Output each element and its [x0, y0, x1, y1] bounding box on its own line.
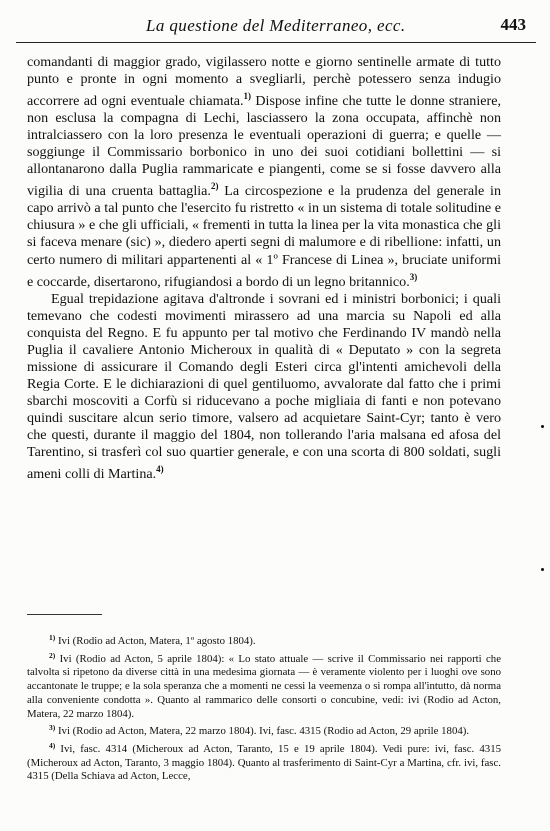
- footnote-number: 1): [49, 633, 56, 642]
- header-rule: [16, 42, 536, 43]
- footnote-number: 3): [49, 723, 56, 733]
- margin-mark: [541, 425, 544, 428]
- paragraph-text: comandanti di maggior grado, vigilassero notte e giorno sentinelle armate di tutto punto e pronte in ogni momento a svegliarli, perchè potessero senza indugio accorrere ad ogni eventuale chiamata.: [27, 54, 501, 110]
- running-title: La questione del Mediterraneo, ecc.: [146, 16, 406, 35]
- footnote: [27, 739, 501, 784]
- footnotes: [27, 631, 501, 784]
- footnote: [27, 721, 501, 739]
- page-number: 443: [500, 15, 526, 34]
- footnote-ref: 3): [409, 271, 418, 282]
- main-text: [27, 54, 501, 483]
- margin-mark: [541, 568, 544, 571]
- paragraph-text: Dispose infine che tutte le donne straniere, non esclusa la compagna di Lechi, lasciassero la zona occupata, affinchè non intralciassero con la loro presenza le eventuali operazioni di guerra; e quelle — soggiunge il Commissario borbonico in uno dei suoi cotidiani bollettini — si allontanarono dalla Puglia rammaricate e piangenti, come se si fosse davvero alla vigilia di una cruenta battaglia.: [27, 93, 501, 200]
- paragraph: [27, 291, 501, 484]
- footnote-number: 4): [49, 740, 56, 750]
- footnote-text: Ivi (Rodio ad Acton, 5 aprile 1804): « Lo stato attuale — scrive il Commissario nei rapporti che talvolta si ripetono da diverse città in una medesima giornata — è veramente violento per i luoghi ove sono accantonate le truppe; e la sola speranza che a momenti ne cessi la veemenza o si rompa all'intutto, dà norma alla conveniente condotta ». Quanto al rammarico delle consorti o concubine, vedi: ivi (Rodio ad Acton, Matera, 22 marzo 1804).: [27, 652, 501, 720]
- paragraph: [27, 54, 501, 291]
- paragraph-text: Egual trepidazione agitava d'altronde i sovrani ed i ministri borbonici; i quali temevano che codesti movimenti mirassero ad una marcia su Napoli ed alla conquista del Regno. E fu appunto per tal motivo che Ferdinando IV mandò nella Puglia il cavaliere Antonio Micheroux in qualità di « Deputato » con la segreta missione di assicurare il Comando degli Esteri circa gl'intenti amichevoli della Regia Corte. E le dichiarazioni di quel gentiluomo, avvalorate dal fatto che i primi sbarchi moscoviti a Corfù si riducevano a poche migliaia di fanti e non potevano quindi suscitare alcun serio timore, valsero ad acquietare Saint-Cyr; tanto è vero che questi, durante il maggio del 1804, non tollerando l'aria malsana ed afosa del Tarentino, si trasferì col suo quartier generale, e con una scorta di 800 soldati, sugli ameni colli di Martina.: [27, 290, 501, 483]
- footnote-ref: 2): [210, 181, 219, 192]
- footnote-text: Ivi (Rodio ad Acton, Matera, 1º agosto 1804).: [55, 635, 256, 647]
- footnote-text: Ivi (Rodio ad Acton, Matera, 22 marzo 1804). Ivi, fasc. 4315 (Rodio ad Acton, 29 aprile 1804).: [55, 725, 470, 738]
- running-header: [16, 12, 536, 46]
- footnote-text: Ivi, fasc. 4314 (Micheroux ad Acton, Taranto, 15 e 19 aprile 1804). Vedi pure: ivi, fasc. 4315 (Micheroux ad Acton, Taranto, 3 maggio 1804). Quanto al trasferimento di Saint-Cyr a Martina, cfr. ivi, fasc. 4315 (Della Schiava ad Acton, Lecce,: [27, 742, 501, 783]
- footnote: [27, 631, 501, 649]
- paragraph-text: La circospezione e la prudenza del generale in capo arrivò a tal punto che l'esercito fu ristretto « in un sistema di totale solitudine e chiusura » e che gli ufficiali, « frementi in tutta la linea per la vita monastica che gli si faceva menare (sic) », diedero aperti segni di malumore e di ribellione: infatti, un certo numero di militari appartenenti al « 1º Francese di Linea », bruciate uniformi e coccarde, disertarono, rifugiandosi a bordo di un legno britannico.: [27, 183, 501, 290]
- footnote: [27, 649, 501, 722]
- footnote-number: 2): [49, 650, 56, 660]
- footnote-rule: [27, 614, 102, 615]
- footnote-ref: 4): [156, 464, 164, 475]
- footnote-ref: 1): [243, 91, 252, 102]
